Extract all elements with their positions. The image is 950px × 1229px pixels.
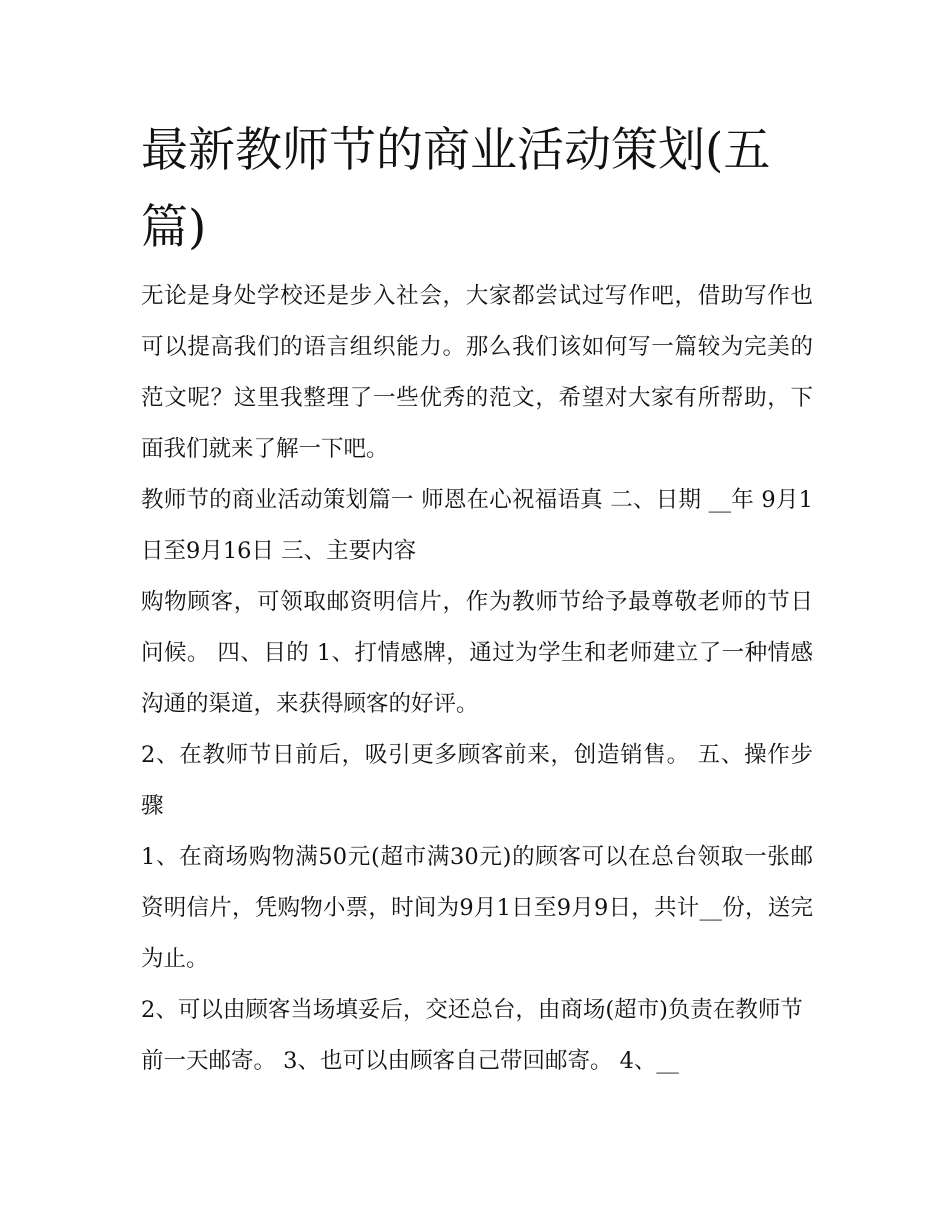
paragraph-sales-steps: 2、在教师节日前后，吸引更多顾客前来，创造销售。 五、操作步骤 <box>141 742 813 819</box>
document-title: 最新教师节的商业活动策划(五篇) <box>141 123 771 255</box>
paragraph-step-1: 1、在商场购物满50元(超市满30元)的顾客可以在总台领取一张邮资明信片，凭购物小票，时间为9月1日至9月9日，共计__份，送完为止。 <box>141 844 813 972</box>
paragraph-plan-header: 教师节的商业活动策划篇一 师恩在心祝福语真 二、日期 __年 9月1日至9月16日 三、主要内容 <box>141 487 813 564</box>
paragraph-intro: 无论是身处学校还是步入社会，大家都尝试过写作吧，借助写作也可以提高我们的语言组织能力。那么我们该如何写一篇较为完美的范文呢？这里我整理了一些优秀的范文，希望对大家有所帮助，下面我们就来了解一下吧。 <box>141 283 813 462</box>
paragraph-step-2: 2、可以由顾客当场填妥后，交还总台，由商场(超市)负责在教师节前一天邮寄。 3、也可以由顾客自己带回邮寄。 4、__ <box>141 997 803 1074</box>
paragraph-content-purpose: 购物顾客，可领取邮资明信片，作为教师节给予最尊敬老师的节日问候。 四、目的 1、打情感牌，通过为学生和老师建立了一种情感沟通的渠道，来获得顾客的好评。 <box>141 589 813 717</box>
document-page <box>141 112 813 1087</box>
